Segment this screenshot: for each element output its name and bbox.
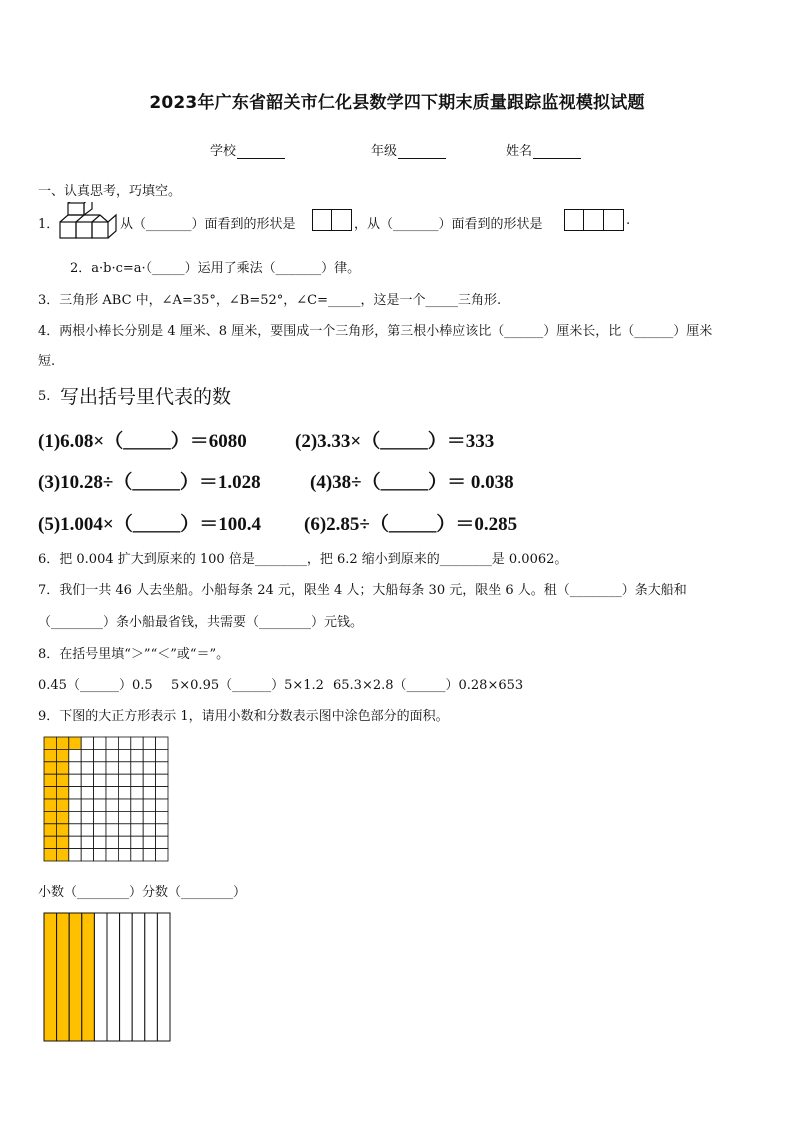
grid-cell [94,737,106,749]
grid-cell [81,774,93,786]
cube-stack-figure [58,202,120,242]
grid-cell [143,811,155,823]
grid-cell-shaded [56,836,68,848]
q9-line1: 9．下图的大正方形表示 1，请用小数和分数表示图中涂色部分的面积。 [38,709,449,724]
q5-item-2: (2)3.33×（_____）＝333 [295,431,495,452]
grid-cell [94,749,106,761]
q5-item-1: (1)6.08×（_____）＝6080 [38,431,247,452]
grid-cell-shaded [56,799,68,811]
school-blank[interactable] [237,145,285,159]
q3-text: 3．三角形 ABC 中，∠A=35°，∠B=52°，∠C=_____，这是一个_____三角形. [38,293,502,308]
strip-shaded [69,913,82,1041]
grid-cell [81,787,93,799]
q8-item-1: 0.45（______）0.5 [38,678,153,693]
grid-cell-shaded [56,774,68,786]
grid-cell [118,824,130,836]
grid-cell [143,824,155,836]
grid-cell [131,811,143,823]
grid-cell [143,799,155,811]
page-title: 2023年广东省韶关市仁化县数学四下期末质量跟踪监视模拟试题 [149,93,645,113]
strip-shaded [57,913,70,1041]
grid-cell-shaded [56,849,68,861]
strip [107,913,120,1041]
grid-cell [69,849,81,861]
grid-cell [156,774,168,786]
grid-cell [106,762,118,774]
grid-cell [118,811,130,823]
grid-cell [131,824,143,836]
grid-cell-shaded [44,737,56,749]
grid-cell [118,849,130,861]
grid-cell [118,836,130,848]
name-field[interactable] [506,140,581,159]
grid-cell [118,774,130,786]
grid-cell [81,836,93,848]
q5-item-5: (5)1.004×（_____）＝100.4 [38,514,261,535]
grid-cell [131,774,143,786]
grid-cell [106,849,118,861]
grid-cell [94,824,106,836]
grid-cell-shaded [44,799,56,811]
grid-cell [118,749,130,761]
grid-cell [106,811,118,823]
grid-cell [69,762,81,774]
hundred-grid-figure [43,736,169,862]
grid-cell [118,737,130,749]
grid-cell [81,824,93,836]
cube-upper [68,203,84,215]
grid-cell [131,749,143,761]
q1-part1: 从（_______）面看到的形状是 [120,217,296,232]
q8-line1: 8．在括号里填“＞”“＜”或“＝”。 [38,647,230,662]
grid-cell [94,787,106,799]
grid-cell [69,799,81,811]
grid-cell [156,799,168,811]
strip [145,913,158,1041]
grid-cell [131,836,143,848]
grid-cell-shaded [44,762,56,774]
grid-cell-shaded [56,737,68,749]
cube-top-edge [60,215,108,222]
q1-end: . [626,213,631,228]
name-blank[interactable] [533,145,581,159]
grid-cell [106,799,118,811]
q6-text: 6．把 0.004 扩大到原来的 100 倍是________，把 6.2 缩小到原来的________是 0.0062。 [38,552,568,567]
grid-cell [131,849,143,861]
strip-shaded [44,913,57,1041]
q1-number: 1． [38,217,60,232]
grid-cell [118,799,130,811]
strip [94,913,107,1041]
grid-cell [69,836,81,848]
grid-cell [81,737,93,749]
strip [120,913,133,1041]
grid-cell [69,811,81,823]
grid-cell-shaded [44,849,56,861]
grade-field[interactable] [371,140,446,159]
grid-cell-shaded [69,737,81,749]
grid-cell [69,749,81,761]
section-heading: 一、认真思考，巧填空。 [38,184,182,199]
grid-cell [106,749,118,761]
q2-text: 2．a·b·c=a·（_____）运用了乘法（_______）律。 [70,261,361,276]
grid-cell [69,787,81,799]
grid-cell [156,737,168,749]
grid-cell [69,824,81,836]
grid-cell-shaded [56,787,68,799]
grid-cell [81,749,93,761]
grid-cell [106,787,118,799]
strip-shaded [82,913,95,1041]
grid-cell [81,811,93,823]
grid-cell [69,774,81,786]
grade-label: 年级 [371,144,398,159]
grid-cell [143,787,155,799]
school-label: 学校 [210,144,237,159]
q5-number: 5. [38,389,51,404]
grid-cell [143,836,155,848]
cube-front-2 [76,222,92,238]
grid-cell [94,836,106,848]
q1-part2: ，从（_______）面看到的形状是 [354,217,543,232]
cube-front-1 [60,222,76,238]
school-field[interactable] [210,140,285,159]
grid-cell-shaded [56,749,68,761]
cube-front-3 [92,222,108,238]
view-shape-three-squares [564,209,624,231]
grid-cell [143,762,155,774]
grid-cell [143,774,155,786]
grid-cell [156,849,168,861]
grid-cell [94,762,106,774]
grid-cell [81,799,93,811]
q7-line2: （________）条小船最省钱，共需要（________）元钱。 [38,615,364,630]
grid-cell [156,762,168,774]
grid-cell-shaded [56,811,68,823]
grid-cell [131,737,143,749]
q7-line1: 7．我们一共 46 人去坐船。小船每条 24 元，限坐 4 人；大船每条 30 元，限坐 6 人。租（________）条大船和 [38,583,687,598]
grid-cell [156,824,168,836]
grid-cell-shaded [44,824,56,836]
grid-cell [94,799,106,811]
q4-line2: 短. [38,354,56,369]
grid-cell [81,849,93,861]
q8-item-3: 65.3×2.8（______）0.28×653 [333,678,524,693]
grid-cell [118,787,130,799]
q5-item-6: (6)2.85÷（_____）＝0.285 [304,514,518,535]
grid-cell [94,811,106,823]
grid-cell [106,737,118,749]
grid-cell [106,824,118,836]
grid-cell [131,787,143,799]
grid-cell [143,749,155,761]
grid-cell [94,849,106,861]
grid-cell-shaded [44,836,56,848]
grid-cell [143,737,155,749]
grid-cell [143,849,155,861]
grid-cell [156,836,168,848]
grid-cell [118,762,130,774]
q5-item-3: (3)10.28÷（_____）＝1.028 [38,472,261,493]
grid-cell [156,749,168,761]
grid-cell-shaded [56,762,68,774]
grid-cell [156,787,168,799]
grid-cell [106,774,118,786]
q4-line1: 4．两根小棒长分别是 4 厘米、8 厘米，要围成一个三角形，第三根小棒应该比（______）厘米长，比（______）厘米 [38,324,713,339]
grid-cell [106,836,118,848]
grid-cell [156,811,168,823]
q5-heading: 写出括号里代表的数 [60,386,232,408]
grid-cell [131,762,143,774]
grid-cell [131,799,143,811]
grid-cell-shaded [44,774,56,786]
grid-cell-shaded [44,787,56,799]
q9-answer: 小数（________）分数（________） [38,885,247,900]
grid-cell-shaded [44,811,56,823]
grid-cell-shaded [44,749,56,761]
grade-blank[interactable] [398,145,446,159]
grid-cell [81,762,93,774]
strip [132,913,145,1041]
strip [157,913,170,1041]
strip-figure [43,912,173,1044]
grid-cell [94,774,106,786]
q8-item-2: 5×0.95（______）5×1.2 [171,678,324,693]
view-shape-two-squares [312,209,352,231]
grid-cell-shaded [56,824,68,836]
name-label: 姓名 [506,144,533,159]
q5-item-4: (4)38÷（_____）＝ 0.038 [310,472,514,493]
